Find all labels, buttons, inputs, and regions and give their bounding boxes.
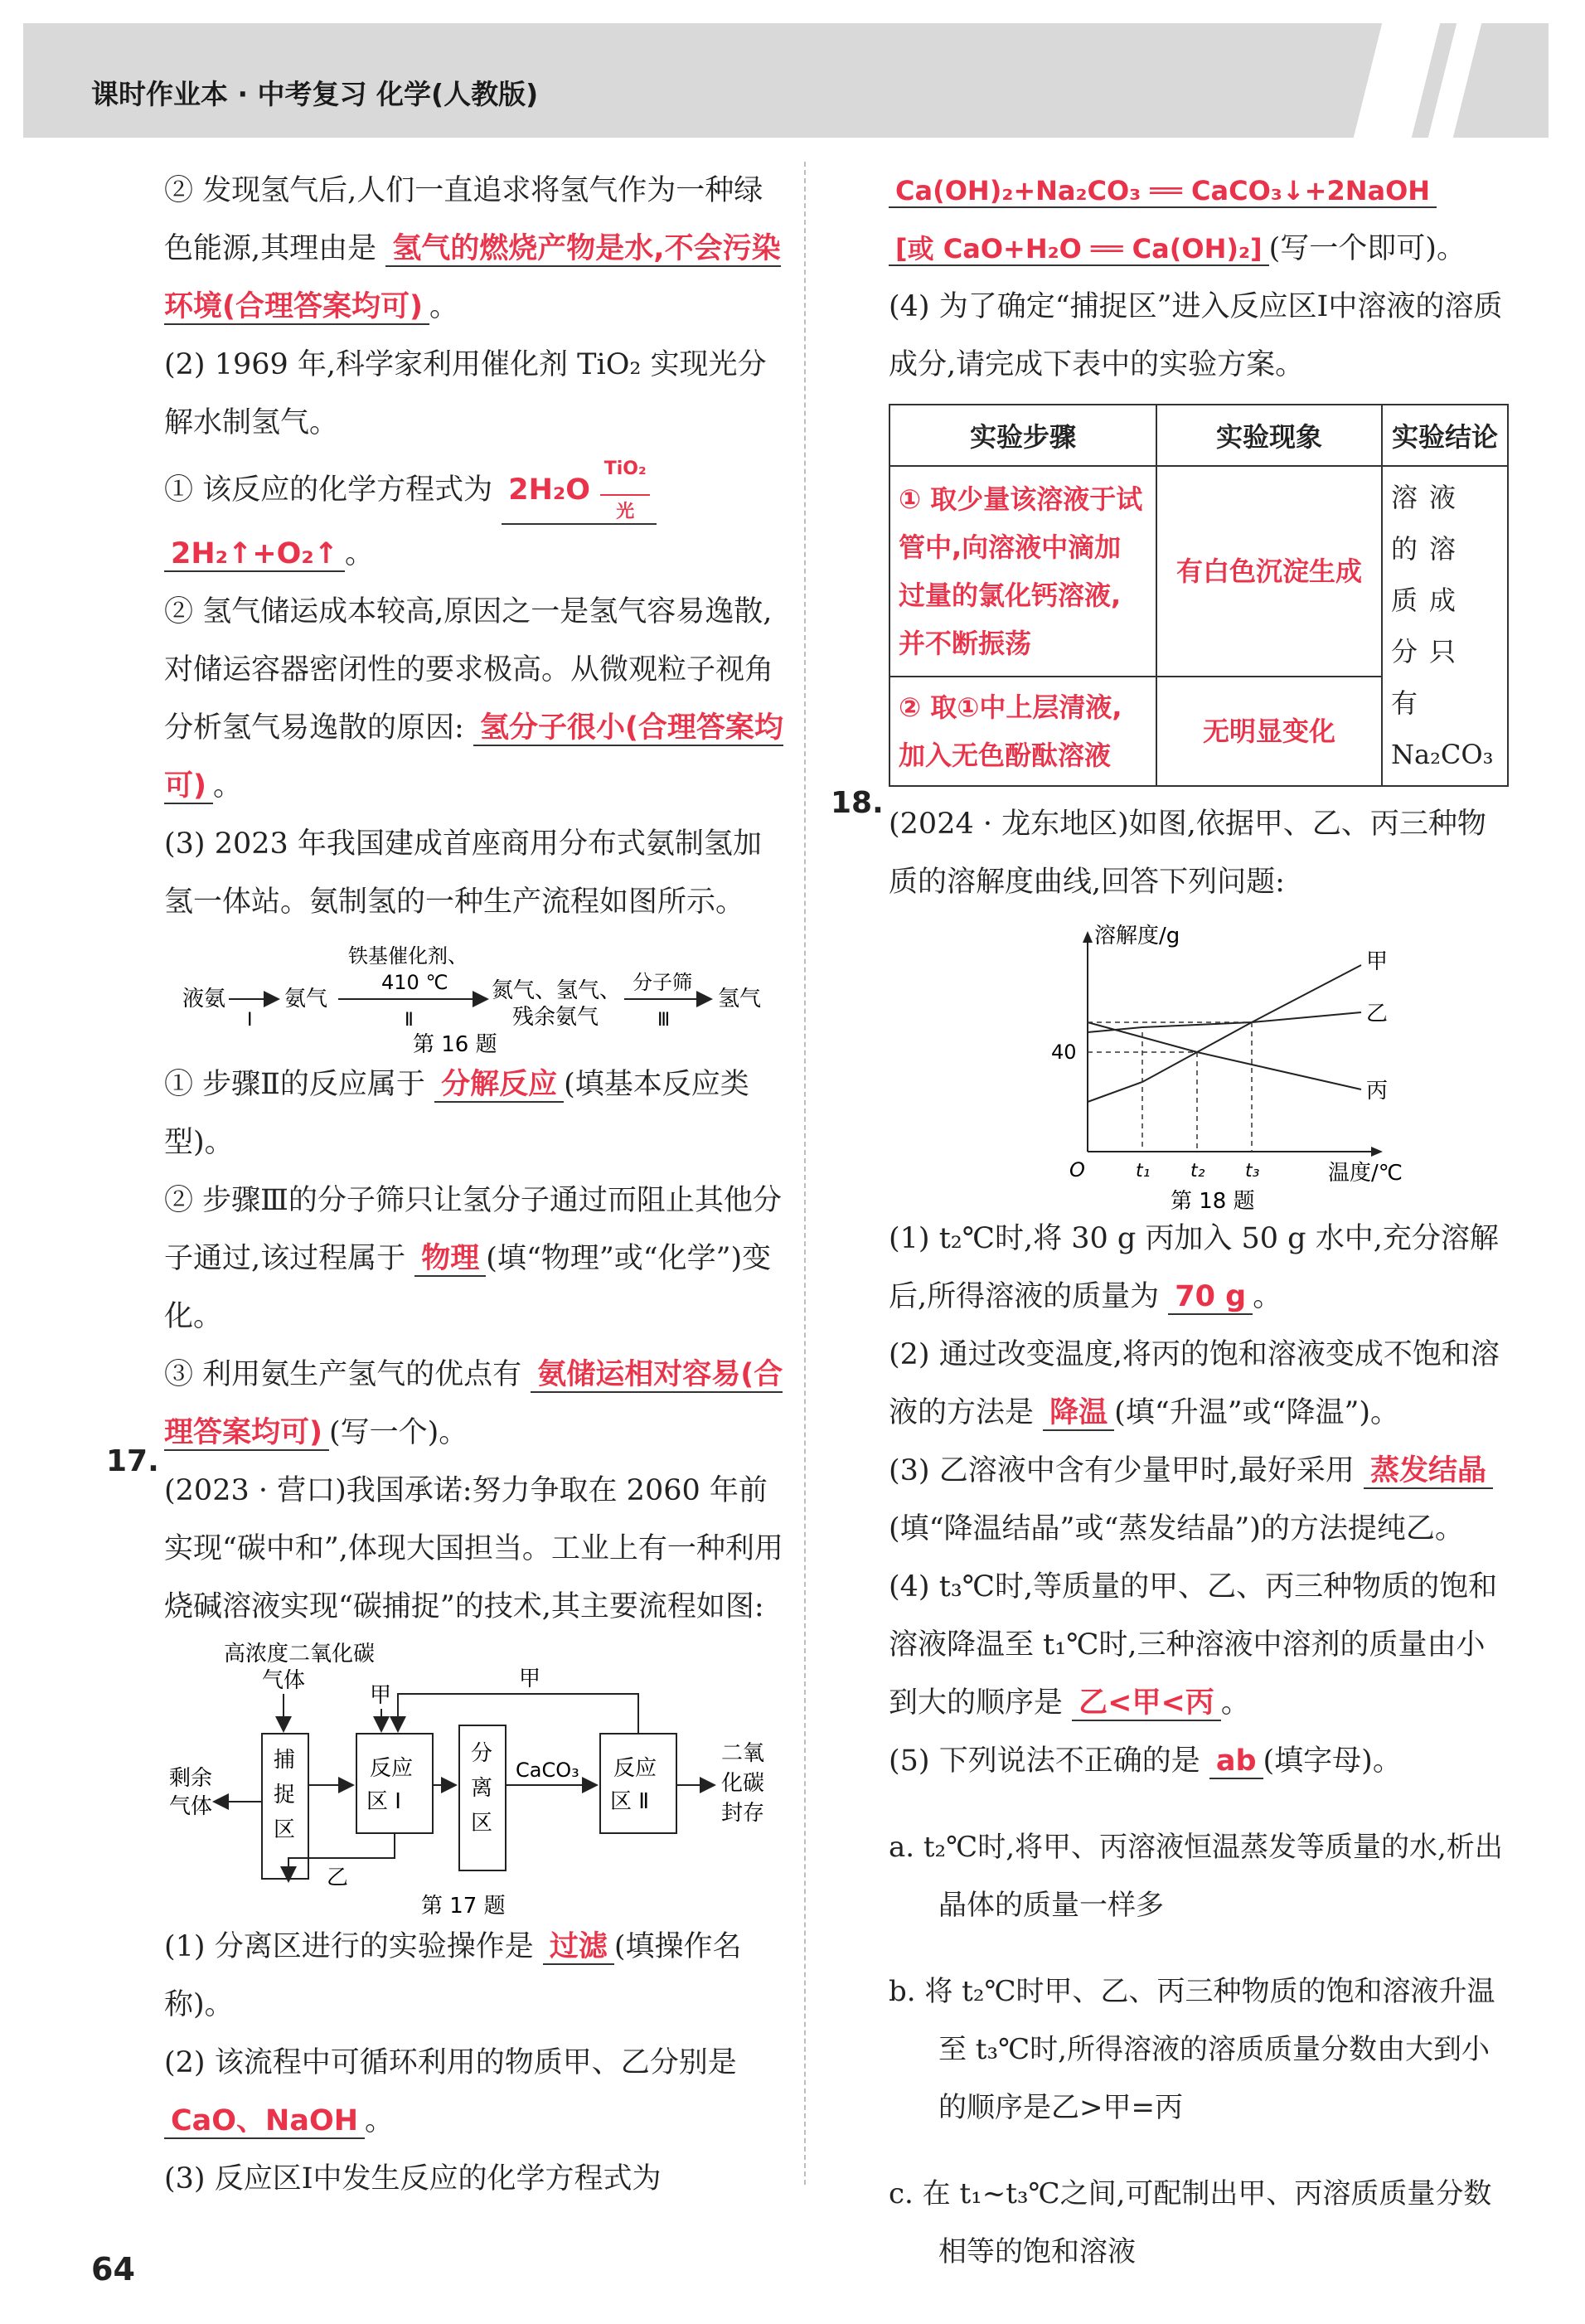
q16-2-text: ② 发现氢气后,人们一直追求将氢气作为一种绿色能源,其理由是 氢气的燃烧产物是水,不会污染环境(合理答案均可) 。 [164, 174, 781, 323]
answer: 氢气的燃烧产物是水,不会污染环境(合理答案均可) [164, 232, 781, 323]
svg-text:区: 区 [471, 1811, 493, 1836]
svg-text:剩余: 剩余 [169, 1766, 213, 1791]
answer: 2H₂↑+O₂↑ [164, 537, 345, 572]
q16-3-1: ① 步骤Ⅱ的反应属于 分解反应 (填基本反应类型)。 [164, 1068, 749, 1159]
svg-text:气体: 气体 [169, 1794, 213, 1819]
answer: 2H₂O TiO₂ 光 [502, 458, 657, 525]
q16-2-2: ② 氢气储运成本较高,原因之一是氢气容易逸散,对储运容器密闭性的要求极高。从微观粒子视角分析氢气易逸散的原因: 氢分子很小(合理答案均可) 。 [164, 595, 783, 803]
svg-text:区: 区 [274, 1817, 296, 1842]
answer: 分解反应 [434, 1068, 564, 1103]
jia-label-1: 甲 [370, 1683, 392, 1708]
co2-inflow-label-2: 气体 [262, 1668, 306, 1693]
answer: ab [1209, 1744, 1263, 1779]
answer: 氢分子很小(合理答案均可) [164, 711, 783, 803]
th-conclusion: 实验结论 [1382, 405, 1508, 466]
svg-text:化碳: 化碳 [721, 1771, 765, 1796]
answer: 乙<甲<丙 [1072, 1686, 1221, 1721]
q17-2: (2) 该流程中可循环利用的物质甲、乙分别是 CaO、NaOH 。 [164, 2046, 737, 2137]
q16-3-2: ② 步骤Ⅲ的分子筛只让氢分子通过而阻止其他分子通过,该过程属于 物理 (填“物理”或“化学”)变化。 [164, 1184, 782, 1333]
co2-inflow-label-1: 高浓度二氧化碳 [224, 1642, 376, 1667]
reaction-zone-2-box [600, 1734, 676, 1833]
series-label-甲: 甲 [1366, 949, 1389, 974]
svg-text:区 Ⅰ: 区 Ⅰ [366, 1789, 401, 1814]
q16-part3: (3) 2023 年我国建成首座商用分布式氨制氢加氢一体站。氨制氢的一种生产流程如图所示。 [164, 827, 762, 919]
sieve-label: 分子筛 [633, 971, 692, 994]
catalyst-label: 铁基催化剂、 [348, 944, 468, 968]
experiment-table [889, 404, 1509, 787]
answer: [或 CaO+H₂O ══ Ca(OH)₂] [889, 233, 1269, 266]
q17-text: (2023 · 营口)我国承诺:努力争取在 2060 年前实现“碳中和”,体现大国担当。工业上有一种利用烧碱溶液实现“碳捕捉”的技术,其主要流程如图: [164, 1474, 783, 1623]
y-tick-label: 40 [1051, 1041, 1077, 1064]
q16-3-3: ③ 利用氨生产氢气的优点有 氨储运相对容易(合理答案均可) (写一个)。 [164, 1358, 783, 1449]
q17-3-answer-alt: [或 CaO+H₂O ══ Ca(OH)₂] (写一个即可)。 [889, 220, 1509, 278]
x-axis-label: 温度/℃ [1328, 1161, 1403, 1186]
temp-label: 410 ℃ [381, 971, 448, 994]
answer: 氨储运相对容易(合理答案均可) [164, 1358, 783, 1449]
question-number-18: 18. [831, 786, 884, 820]
q16-2-1-cont: 2H₂↑+O₂↑ 。 [164, 525, 784, 583]
series-line-丙 [1088, 1022, 1361, 1089]
series-label-丙: 丙 [1366, 1079, 1389, 1104]
svg-text:反应: 反应 [613, 1756, 657, 1781]
svg-text:区 Ⅱ: 区 Ⅱ [610, 1789, 650, 1814]
conclusion-cell: 溶液的溶质成分只有 Na₂CO₃ [1382, 466, 1508, 786]
row2-observation: 无明显变化 [1156, 677, 1382, 786]
answer: 物理 [414, 1242, 486, 1277]
answer: 蒸发结晶 [1364, 1454, 1493, 1489]
row1-step: ① 取少量该溶液于试管中,向溶液中滴加过量的氯化钙溶液,并不断振荡 [889, 466, 1156, 677]
row2-step: ② 取①中上层清液,加入无色酚酞溶液 [889, 677, 1156, 786]
y-axis-label: 溶解度/g [1094, 924, 1180, 949]
q18-2: (2) 通过改变温度,将丙的饱和溶液变成不饱和溶液的方法是 降温 (填“升温”或“降温”)。 [889, 1338, 1500, 1429]
hydrogen-gas: 氢气 [718, 987, 762, 1012]
chart-caption: 第 18 题 [1171, 1189, 1255, 1210]
gas-mixture-1: 氮气、氢气、 [492, 978, 622, 1003]
q18-text: (2024 · 龙东地区)如图,依据甲、乙、丙三种物质的溶解度曲线,回答下列问题: [889, 808, 1486, 899]
q16-part2: (2) 1969 年,科学家利用催化剂 TiO₂ 实现光分解水制氢气。 [164, 348, 767, 439]
caco3-label: CaCO₃ [516, 1759, 579, 1782]
th-step: 实验步骤 [889, 405, 1156, 466]
svg-text:离: 离 [471, 1776, 493, 1801]
caption-16: 第 16 题 [413, 1032, 497, 1055]
page-number: 64 [91, 2251, 135, 2288]
header-title: 课时作业本 · 中考复习 化学(人教版) [91, 78, 539, 110]
jia-label-2: 甲 [519, 1667, 541, 1691]
reaction-condition: TiO₂ 光 [600, 458, 650, 523]
gas-mixture-2: 残余氨气 [512, 1005, 599, 1030]
answer: CaO、NaOH [164, 2104, 365, 2139]
q18-5: (5) 下列说法不正确的是 ab (填字母)。 [889, 1744, 1402, 1778]
svg-text:分: 分 [471, 1741, 493, 1766]
step-2: Ⅱ [405, 1010, 414, 1031]
q18-1: (1) t₂℃时,将 30 g 丙加入 50 g 水中,充分溶解后,所得溶液的质量为 70 g 。 [889, 1222, 1499, 1313]
x-tick-t1: t₁ [1136, 1161, 1151, 1181]
q16-2-1: ① 该反应的化学方程式为 2H₂O TiO₂ 光 [164, 458, 784, 525]
option-c: c. 在 t₁~t₃℃之间,可配制出甲、丙溶质质量分数相等的饱和溶液 [889, 2177, 1492, 2268]
left-column [164, 162, 784, 2208]
origin-label: O [1069, 1158, 1085, 1181]
ammonia-gas: 氨气 [284, 987, 328, 1012]
q18-4: (4) t₃℃时,等质量的甲、乙、丙三种物质的饱和溶液降温至 t₁℃时,三种溶液中溶剂的质量由小到大的顺序是 乙<甲<丙 。 [889, 1570, 1498, 1720]
step-1: Ⅰ [247, 1010, 253, 1031]
x-tick-t3: t₃ [1245, 1161, 1260, 1181]
x-tick-t2: t₂ [1190, 1161, 1205, 1181]
column-divider [804, 162, 806, 2185]
reaction-zone-1-box [356, 1734, 433, 1833]
step-3: Ⅲ [657, 1010, 671, 1031]
svg-text:捉: 捉 [274, 1783, 296, 1807]
q18-3: (3) 乙溶液中含有少量甲时,最好采用 蒸发结晶(填“降温结晶”或“蒸发结晶”)的方法提纯乙。 [889, 1442, 1509, 1558]
q17-3: (3) 反应区Ⅰ中发生反应的化学方程式为 [164, 2162, 662, 2195]
row1-observation: 有白色沉淀生成 [1156, 466, 1382, 677]
question-number-17: 17. [106, 1444, 159, 1478]
series-label-乙: 乙 [1366, 1002, 1389, 1026]
th-observation: 实验现象 [1156, 405, 1382, 466]
svg-text:捕: 捕 [274, 1748, 296, 1773]
yi-label: 乙 [327, 1866, 349, 1890]
x-axis-arrow [1371, 1147, 1383, 1157]
answer: 降温 [1043, 1396, 1114, 1431]
svg-text:反应: 反应 [370, 1756, 414, 1781]
svg-text:二氧: 二氧 [721, 1741, 765, 1766]
q17-3-answer [889, 162, 1509, 220]
flow-diagram-16 [164, 931, 784, 1055]
option-b: b. 将 t₂℃时甲、乙、丙三种物质的饱和溶液升温至 t₃℃时,所得溶液的溶质质量分数由大到小的顺序是乙>甲=丙 [889, 1975, 1495, 2124]
q17-4: (4) 为了确定“捕捉区”进入反应区Ⅰ中溶液的溶质成分,请完成下表中的实验方案。 [889, 290, 1503, 381]
solubility-chart [889, 911, 1509, 1210]
liquid-ammonia: 液氨 [182, 987, 226, 1012]
option-a: a. t₂℃时,将甲、丙溶液恒温蒸发等质量的水,析出晶体的质量一样多 [889, 1831, 1503, 1922]
answer: Ca(OH)₂+Na₂CO₃ ══ CaCO₃↓+2NaOH [889, 175, 1437, 208]
q17-1: (1) 分离区进行的实验操作是 过滤 (填操作名称)。 [164, 1930, 742, 2021]
flow-diagram-17 [164, 1636, 784, 1918]
right-column [889, 162, 1509, 2309]
answer: 70 g [1168, 1280, 1253, 1315]
y-axis-arrow [1083, 931, 1093, 943]
svg-text:封存: 封存 [721, 1801, 765, 1826]
answer: 过滤 [543, 1930, 614, 1965]
caption-17: 第 17 题 [421, 1894, 506, 1918]
